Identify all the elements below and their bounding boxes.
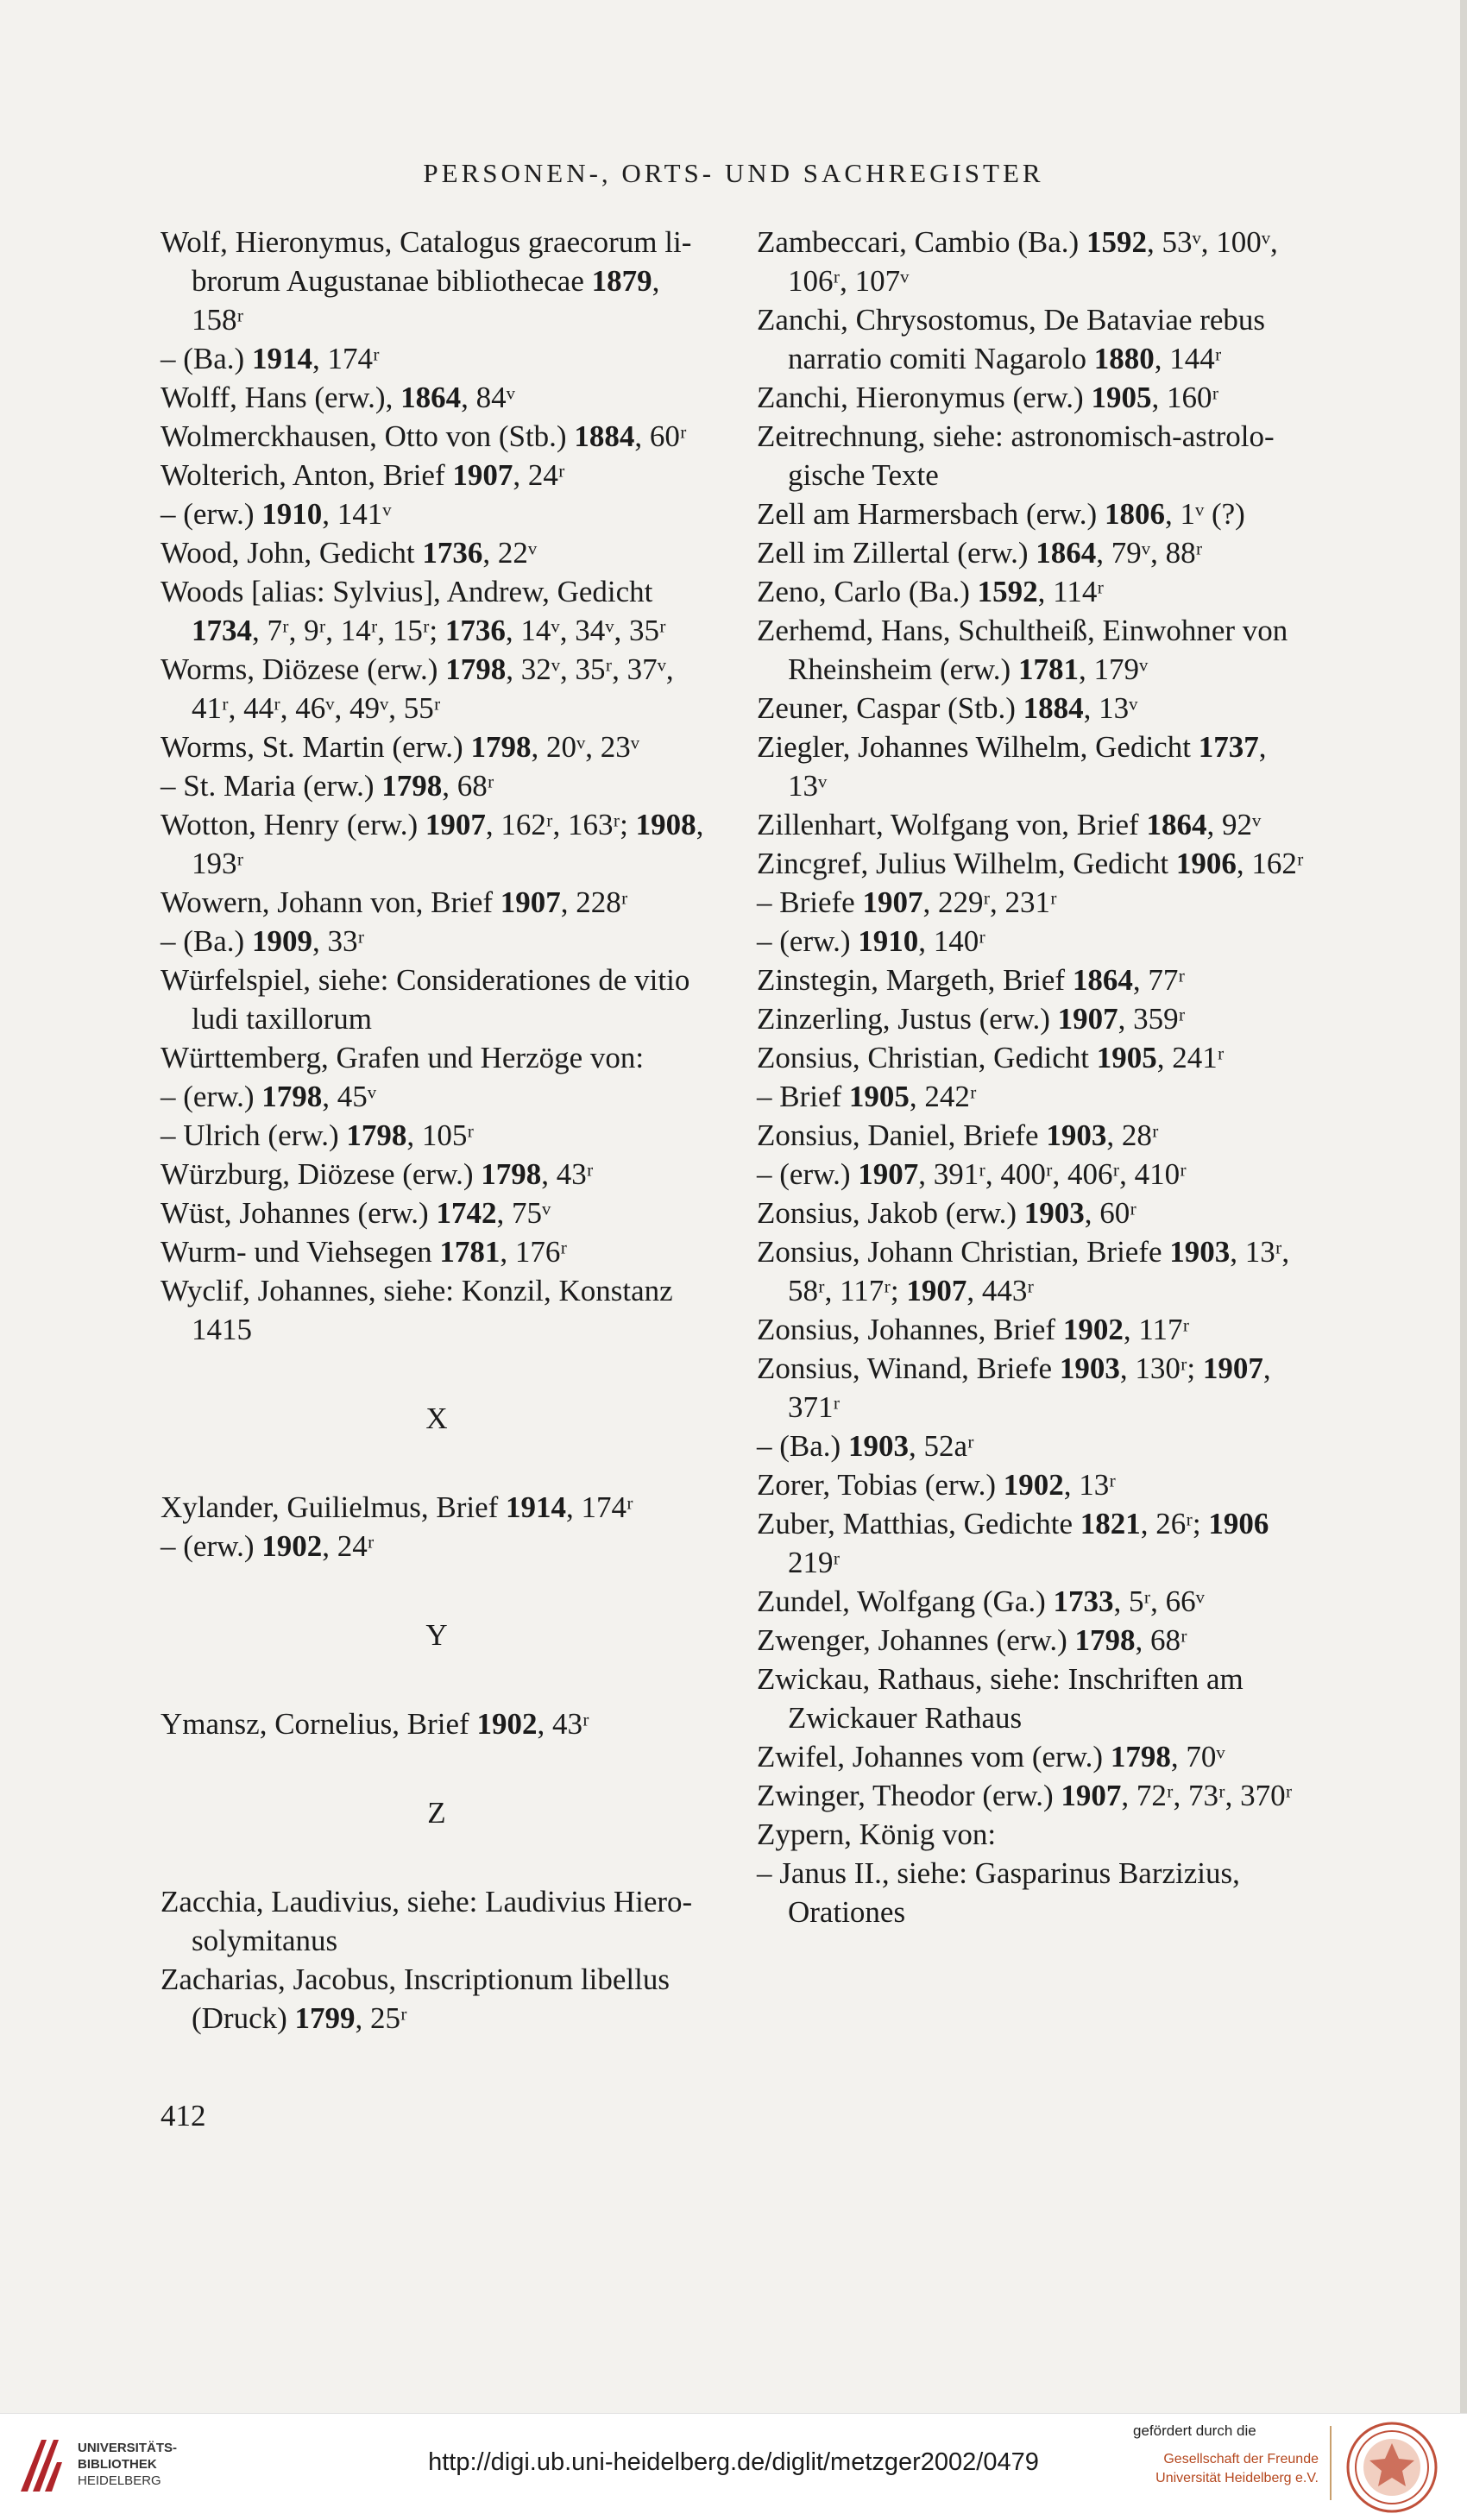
entry-year: 1734 bbox=[192, 614, 252, 647]
index-entry bbox=[161, 1704, 713, 1743]
entry-text: , 359ʳ bbox=[1118, 1002, 1186, 1036]
entry-year: 1914 bbox=[506, 1490, 567, 1524]
index-entry bbox=[161, 1194, 713, 1232]
entry-text: Zwifel, Johannes vom (erw.) bbox=[757, 1740, 1111, 1773]
entry-text: , 33ʳ bbox=[312, 924, 365, 958]
index-entry bbox=[757, 999, 1309, 1038]
entry-text: Zonsius, Jakob (erw.) bbox=[757, 1196, 1024, 1230]
entry-text: , 22ᵛ bbox=[482, 536, 538, 570]
entry-year: 1903 bbox=[1169, 1235, 1231, 1269]
index-entry bbox=[161, 1116, 713, 1155]
entry-text: Zwenger, Johannes (erw.) bbox=[757, 1623, 1075, 1657]
entry-text: – (erw.) bbox=[161, 1529, 262, 1563]
entry-text: , 24ʳ bbox=[322, 1529, 375, 1563]
section-letter: Y bbox=[425, 1618, 448, 1652]
index-entry bbox=[161, 1882, 713, 1960]
entry-year: 1880 bbox=[1093, 342, 1155, 375]
entry-text: – (Ba.) bbox=[757, 1429, 848, 1463]
entry-year: 1914 bbox=[251, 342, 312, 375]
entry-text: Zinzerling, Justus (erw.) bbox=[757, 1002, 1058, 1036]
entry-text: Zundel, Wolfgang (Ga.) bbox=[757, 1584, 1054, 1618]
index-entry bbox=[161, 456, 713, 495]
entry-text: , 26ʳ; bbox=[1140, 1507, 1209, 1540]
entry-text: , 79ᵛ, 88ʳ bbox=[1096, 536, 1203, 570]
entry-year: 1905 bbox=[1096, 1041, 1157, 1074]
entry-text: , 68ʳ bbox=[1135, 1623, 1187, 1657]
entry-year: 1864 bbox=[1036, 536, 1097, 570]
entry-text: Wurm- und Viehsegen bbox=[161, 1235, 440, 1269]
index-entry bbox=[757, 1155, 1309, 1194]
index-entry bbox=[161, 417, 713, 456]
entry-year: 1903 bbox=[847, 1429, 909, 1463]
entry-year: 1907 bbox=[1061, 1779, 1122, 1812]
index-entry bbox=[757, 1504, 1309, 1582]
index-entry bbox=[757, 1310, 1309, 1349]
section-spacer bbox=[161, 1566, 713, 1616]
entry-text: Würzburg, Diözese (erw.) bbox=[161, 1157, 482, 1191]
entry-text: Zwickau, Rathaus, siehe: Inschriften am Zwickauer Rathaus bbox=[757, 1662, 1243, 1735]
index-entry bbox=[161, 650, 713, 728]
index-entry bbox=[161, 728, 713, 766]
index-entry bbox=[161, 1155, 713, 1194]
entry-year: 1906 bbox=[1175, 847, 1237, 880]
entry-text: – (erw.) bbox=[757, 1157, 859, 1191]
entry-text: 219ʳ bbox=[788, 1546, 841, 1579]
entry-text: , 160ʳ bbox=[1151, 381, 1219, 414]
entry-text: Zell im Zillertal (erw.) bbox=[757, 536, 1036, 570]
index-entry bbox=[757, 1737, 1309, 1776]
entry-text: , 391ʳ, 400ʳ, 406ʳ, 410ʳ bbox=[918, 1157, 1187, 1191]
index-column-left bbox=[161, 223, 713, 2038]
index-column-right bbox=[757, 223, 1309, 1931]
entry-text: Zeitrechnung, siehe: astronomisch-astrologische Texte bbox=[757, 419, 1275, 492]
entry-text: , 193ʳ bbox=[192, 808, 704, 880]
entry-text: , 13ᵛ bbox=[1083, 691, 1138, 725]
index-entry bbox=[161, 1038, 713, 1077]
entry-year: 1798 bbox=[1074, 1623, 1136, 1657]
index-entry bbox=[161, 922, 713, 961]
entry-text: , 7ʳ, 9ʳ, 14ʳ, 15ʳ; bbox=[252, 614, 445, 647]
entry-text: , 24ʳ bbox=[513, 458, 565, 492]
entry-year: 1733 bbox=[1053, 1584, 1114, 1618]
entry-text: , 158ʳ bbox=[192, 264, 660, 337]
entry-text: , 13ʳ bbox=[1063, 1468, 1116, 1502]
entry-text: , 60ʳ bbox=[634, 419, 687, 453]
entry-text: Zonsius, Daniel, Briefe bbox=[757, 1118, 1047, 1152]
entry-year: 1736 bbox=[444, 614, 506, 647]
entry-text: Zwinger, Theodor (erw.) bbox=[757, 1779, 1061, 1812]
entry-text: , 92ᵛ bbox=[1206, 808, 1262, 841]
entry-text: Zonsius, Christian, Gedicht bbox=[757, 1041, 1097, 1074]
entry-text: Zonsius, Johann Christian, Briefe bbox=[757, 1235, 1170, 1269]
section-spacer bbox=[161, 1654, 713, 1704]
entry-text: , 371ʳ bbox=[788, 1351, 1271, 1424]
index-entry bbox=[757, 1116, 1309, 1155]
entry-text: , 13ᵛ bbox=[788, 730, 1267, 803]
entry-year: 1903 bbox=[1023, 1196, 1085, 1230]
entry-year: 1798 bbox=[445, 652, 507, 686]
entry-text: , 43ʳ bbox=[541, 1157, 594, 1191]
entry-text: Zell am Harmersbach (erw.) bbox=[757, 497, 1105, 531]
entry-year: 1879 bbox=[591, 264, 652, 298]
index-entry bbox=[161, 1527, 713, 1566]
entry-text: , 242ʳ bbox=[909, 1080, 977, 1113]
entry-text: Zorer, Tobias (erw.) bbox=[757, 1468, 1004, 1502]
entry-text: Zambeccari, Cambio (Ba.) bbox=[757, 225, 1086, 259]
entry-text: Zeuner, Caspar (Stb.) bbox=[757, 691, 1023, 725]
entry-text: , 174ʳ bbox=[312, 342, 380, 375]
entry-text: Xylander, Guilielmus, Brief bbox=[161, 1490, 507, 1524]
entry-text: Zypern, König von: bbox=[757, 1818, 997, 1851]
entry-text: , 84ᵛ bbox=[461, 381, 515, 414]
entry-text: Zincgref, Julius Wilhelm, Gedicht bbox=[757, 847, 1176, 880]
entry-year: 1798 bbox=[346, 1118, 407, 1152]
entry-text: – (erw.) bbox=[161, 1080, 262, 1113]
entry-year: 1884 bbox=[1023, 691, 1084, 725]
entry-text: , 13ʳ, 58ʳ, 117ʳ; bbox=[788, 1235, 1290, 1307]
index-entry bbox=[757, 922, 1309, 961]
sponsor-org-line2: Universität Heidelberg e.V. bbox=[1155, 2471, 1319, 2485]
entry-text: , 52aʳ bbox=[908, 1429, 974, 1463]
entry-text: , 241ʳ bbox=[1156, 1041, 1225, 1074]
entry-year: 1742 bbox=[436, 1196, 497, 1230]
page-number: 412 bbox=[161, 2099, 206, 2133]
index-entry bbox=[757, 1427, 1309, 1465]
entry-text: , 176ʳ bbox=[500, 1235, 568, 1269]
entry-year: 1907 bbox=[500, 885, 561, 919]
entry-text: Zonsius, Winand, Briefe bbox=[757, 1351, 1060, 1385]
entry-year: 1905 bbox=[1091, 381, 1152, 414]
index-entry bbox=[161, 495, 713, 533]
index-entry bbox=[757, 961, 1309, 999]
library-name-line2: BIBLIOTHEK bbox=[78, 2457, 157, 2472]
entry-text: Wolff, Hans (erw.), bbox=[161, 381, 401, 414]
entry-year: 1902 bbox=[1062, 1313, 1124, 1346]
index-entry bbox=[161, 1271, 713, 1349]
entry-year: 1798 bbox=[470, 730, 532, 764]
entry-year: 1592 bbox=[977, 575, 1038, 608]
sponsor-org-line1: Gesellschaft der Freunde bbox=[1163, 2452, 1319, 2466]
index-entry bbox=[757, 378, 1309, 417]
entry-year: 1907 bbox=[1202, 1351, 1263, 1385]
entry-text: Zanchi, Hieronymus (erw.) bbox=[757, 381, 1092, 414]
entry-year: 1907 bbox=[425, 808, 486, 841]
index-entry bbox=[757, 1465, 1309, 1504]
entry-text: Zeno, Carlo (Ba.) bbox=[757, 575, 978, 608]
section-spacer bbox=[161, 1832, 713, 1882]
index-entry bbox=[161, 572, 713, 650]
entry-year: 1905 bbox=[848, 1080, 910, 1113]
section-spacer bbox=[161, 1743, 713, 1793]
index-entry bbox=[757, 300, 1309, 378]
entry-year: 1781 bbox=[439, 1235, 501, 1269]
entry-year: 1798 bbox=[261, 1080, 323, 1113]
index-entry bbox=[161, 339, 713, 378]
library-name-line3: HEIDELBERG bbox=[78, 2473, 161, 2488]
index-entry bbox=[757, 1582, 1309, 1621]
index-entry bbox=[161, 223, 713, 339]
entry-text: – Briefe bbox=[757, 885, 863, 919]
entry-text: Worms, St. Martin (erw.) bbox=[161, 730, 471, 764]
entry-text: Zuber, Matthias, Gedichte bbox=[757, 1507, 1080, 1540]
entry-text: Zinstegin, Margeth, Brief bbox=[757, 963, 1073, 997]
entry-year: 1909 bbox=[251, 924, 312, 958]
entry-year: 1781 bbox=[1017, 652, 1079, 686]
entry-year: 1907 bbox=[1057, 1002, 1118, 1036]
entry-year: 1736 bbox=[422, 536, 483, 570]
entry-year: 1821 bbox=[1080, 1507, 1141, 1540]
index-entry bbox=[757, 689, 1309, 728]
sponsor-organization[interactable] bbox=[1137, 2450, 1319, 2488]
entry-text: , 72ʳ, 73ʳ, 370ʳ bbox=[1121, 1779, 1293, 1812]
entry-text: , 25ʳ bbox=[355, 2001, 407, 2035]
entry-year: 1907 bbox=[858, 1157, 919, 1191]
entry-text: Württemberg, Grafen und Herzöge von: bbox=[161, 1041, 645, 1074]
entry-text: , 105ʳ bbox=[406, 1118, 475, 1152]
entry-year: 1864 bbox=[1072, 963, 1133, 997]
entry-text: Woods [alias: Sylvius], Andrew, Gedicht bbox=[161, 575, 653, 608]
entry-text: , 179ᵛ bbox=[1078, 652, 1149, 686]
sponsor-label: gefördert durch die bbox=[1133, 2422, 1256, 2439]
entry-year: 1798 bbox=[481, 1157, 542, 1191]
entry-text: Zacchia, Laudivius, siehe: Laudivius Hierosolymitanus bbox=[161, 1885, 693, 1957]
entry-year: 1902 bbox=[476, 1707, 538, 1741]
entry-text: , 70ᵛ bbox=[1170, 1740, 1225, 1773]
entry-text: Worms, Diözese (erw.) bbox=[161, 652, 446, 686]
index-entry bbox=[757, 1077, 1309, 1116]
index-entry bbox=[757, 1815, 1309, 1854]
entry-text: – (erw.) bbox=[757, 924, 859, 958]
index-entry bbox=[161, 883, 713, 922]
entry-text: , 14ᵛ, 34ᵛ, 35ʳ bbox=[505, 614, 666, 647]
index-entry bbox=[757, 1232, 1309, 1310]
entry-text: , 162ʳ, 163ʳ; bbox=[485, 808, 636, 841]
entry-year: 1903 bbox=[1046, 1118, 1107, 1152]
entry-year: 1907 bbox=[862, 885, 923, 919]
running-head: PERSONEN-, ORTS- UND SACHREGISTER bbox=[423, 158, 1044, 188]
entry-text: – St. Maria (erw.) bbox=[161, 769, 382, 803]
entry-year: 1903 bbox=[1059, 1351, 1120, 1385]
index-entry bbox=[757, 883, 1309, 922]
entry-text: , 130ʳ; bbox=[1119, 1351, 1203, 1385]
entry-year: 1799 bbox=[294, 2001, 356, 2035]
index-entry bbox=[757, 1776, 1309, 1815]
entry-text: Wolf, Hieronymus, Catalogus graecorum librorum Augustanae bibliothecae bbox=[161, 225, 692, 298]
entry-text: Wowern, Johann von, Brief bbox=[161, 885, 501, 919]
index-entry bbox=[757, 495, 1309, 533]
entry-text: Würfelspiel, siehe: Considerationes de vitio ludi taxillorum bbox=[161, 963, 690, 1036]
entry-year: 1902 bbox=[261, 1529, 323, 1563]
index-entry bbox=[757, 1660, 1309, 1737]
index-entry bbox=[161, 961, 713, 1038]
index-entry bbox=[757, 417, 1309, 495]
entry-year: 1864 bbox=[1146, 808, 1207, 841]
index-entry bbox=[161, 766, 713, 805]
section-letter: Z bbox=[427, 1796, 446, 1830]
section-spacer bbox=[161, 1349, 713, 1399]
entry-text: – (Ba.) bbox=[161, 924, 252, 958]
entry-year: 1907 bbox=[906, 1274, 967, 1307]
entry-text: , 1ᵛ (?) bbox=[1164, 497, 1245, 531]
index-entry bbox=[757, 223, 1309, 300]
entry-text: , 140ʳ bbox=[918, 924, 985, 958]
entry-text: Zanchi, Chrysostomus, De Bataviae rebus narratio comiti Nagarolo bbox=[757, 303, 1266, 375]
entry-year: 1908 bbox=[635, 808, 696, 841]
entry-text: Wolterich, Anton, Brief bbox=[161, 458, 453, 492]
entry-year: 1798 bbox=[381, 769, 443, 803]
entry-year: 1798 bbox=[1110, 1740, 1171, 1773]
entry-year: 1902 bbox=[1003, 1468, 1064, 1502]
index-entry bbox=[757, 1621, 1309, 1660]
footer-bar bbox=[0, 2413, 1467, 2520]
library-name-line1: UNIVERSITÄTS- bbox=[78, 2441, 178, 2455]
entry-text: Wotton, Henry (erw.) bbox=[161, 808, 425, 841]
entry-text: , 114ʳ bbox=[1037, 575, 1104, 608]
index-entry bbox=[757, 611, 1309, 689]
entry-text: , 228ʳ bbox=[560, 885, 628, 919]
entry-text: , 53ᵛ, 100ᵛ, 106ʳ, 107ᵛ bbox=[788, 225, 1278, 298]
entry-text: , 32ᵛ, 35ʳ, 37ᵛ, 41ʳ, 44ʳ, 46ᵛ, 49ᵛ, 55ʳ bbox=[192, 652, 674, 725]
entry-text: , 68ʳ bbox=[442, 769, 494, 803]
index-entry bbox=[757, 805, 1309, 844]
entry-text: Ziegler, Johannes Wilhelm, Gedicht bbox=[757, 730, 1199, 764]
index-entry bbox=[161, 378, 713, 417]
permalink-url[interactable]: http://digi.ub.uni-heidelberg.de/diglit/metzger2002/0479 bbox=[428, 2448, 1039, 2476]
entry-year: 1884 bbox=[574, 419, 635, 453]
university-seal-icon bbox=[1345, 2421, 1439, 2518]
index-entry bbox=[757, 728, 1309, 805]
entry-text: Zillenhart, Wolfgang von, Brief bbox=[757, 808, 1147, 841]
entry-year: 1737 bbox=[1198, 730, 1259, 764]
entry-text: , 5ʳ, 66ᵛ bbox=[1113, 1584, 1205, 1618]
entry-year: 1910 bbox=[261, 497, 323, 531]
entry-text: Wood, John, Gedicht bbox=[161, 536, 423, 570]
entry-text: Zerhemd, Hans, Schultheiß, Einwohner von Rheinsheim (erw.) bbox=[757, 614, 1288, 686]
entry-text: , 144ʳ bbox=[1154, 342, 1222, 375]
entry-text: , 443ʳ bbox=[966, 1274, 1034, 1307]
section-spacer bbox=[161, 1438, 713, 1488]
index-entry bbox=[161, 805, 713, 883]
index-entry bbox=[757, 572, 1309, 611]
entry-text: Zonsius, Johannes, Brief bbox=[757, 1313, 1063, 1346]
index-entry bbox=[757, 1854, 1309, 1931]
entry-text: – Brief bbox=[757, 1080, 849, 1113]
index-entry bbox=[757, 533, 1309, 572]
entry-text: – (Ba.) bbox=[161, 342, 252, 375]
entry-year: 1864 bbox=[400, 381, 462, 414]
entry-text: , 45ᵛ bbox=[322, 1080, 377, 1113]
index-entry bbox=[161, 1488, 713, 1527]
entry-text: Ymansz, Cornelius, Brief bbox=[161, 1707, 477, 1741]
entry-text: , 75ᵛ bbox=[496, 1196, 551, 1230]
index-entry bbox=[757, 1194, 1309, 1232]
entry-text: – Ulrich (erw.) bbox=[161, 1118, 347, 1152]
section-letter: X bbox=[425, 1402, 448, 1435]
index-entry bbox=[757, 1349, 1309, 1427]
entry-year: 1592 bbox=[1086, 225, 1147, 259]
entry-year: 1906 bbox=[1208, 1507, 1269, 1540]
index-entry bbox=[161, 1960, 713, 2038]
entry-text: , 77ʳ bbox=[1132, 963, 1185, 997]
index-entry bbox=[161, 533, 713, 572]
entry-text: – (erw.) bbox=[161, 497, 262, 531]
entry-text: Wüst, Johannes (erw.) bbox=[161, 1196, 437, 1230]
entry-year: 1910 bbox=[858, 924, 919, 958]
entry-text: , 174ʳ bbox=[566, 1490, 633, 1524]
index-entry bbox=[757, 1038, 1309, 1077]
entry-text: , 162ʳ bbox=[1236, 847, 1304, 880]
page-edge bbox=[1460, 0, 1467, 2413]
index-entry bbox=[161, 1077, 713, 1116]
entry-year: 1806 bbox=[1104, 497, 1165, 531]
entry-text: – Janus II., siehe: Gasparinus Barzizius, Orationes bbox=[757, 1856, 1240, 1929]
entry-text: , 60ʳ bbox=[1084, 1196, 1136, 1230]
entry-text: Zacharias, Jacobus, Inscriptionum libellus (Druck) bbox=[161, 1962, 670, 2035]
entry-text: , 43ʳ bbox=[537, 1707, 589, 1741]
index-entry bbox=[161, 1232, 713, 1271]
entry-text: , 141ᵛ bbox=[322, 497, 392, 531]
entry-text: , 28ʳ bbox=[1106, 1118, 1159, 1152]
entry-text: Wyclif, Johannes, siehe: Konzil, Konstanz 1415 bbox=[161, 1274, 673, 1346]
entry-year: 1907 bbox=[452, 458, 513, 492]
entry-text: , 229ʳ, 231ʳ bbox=[922, 885, 1057, 919]
entry-text: , 20ᵛ, 23ᵛ bbox=[531, 730, 640, 764]
entry-text: , 117ʳ bbox=[1123, 1313, 1190, 1346]
index-entry bbox=[757, 844, 1309, 883]
entry-text: Wolmerckhausen, Otto von (Stb.) bbox=[161, 419, 575, 453]
sponsor-divider bbox=[1330, 2426, 1332, 2500]
